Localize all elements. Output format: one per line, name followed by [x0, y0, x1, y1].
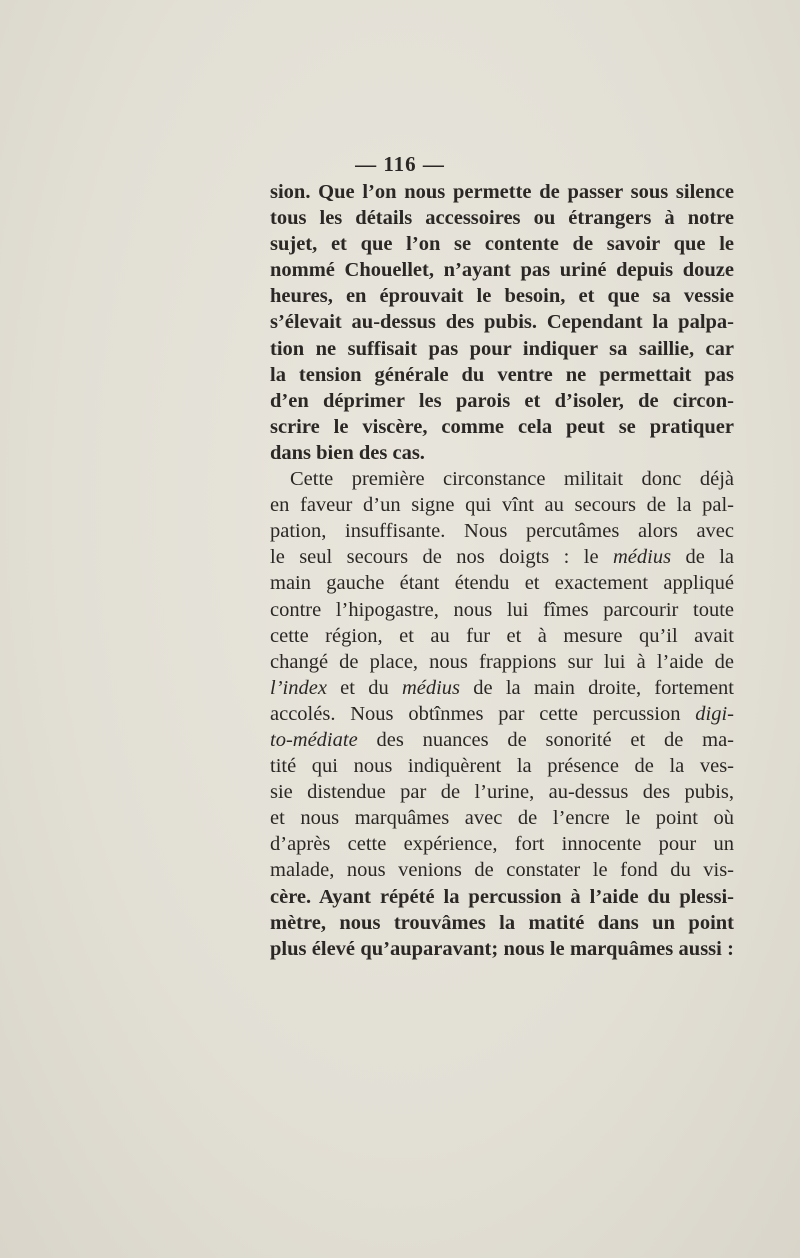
italic-term: to-médiate	[270, 728, 358, 751]
text-line: tous les détails accessoires ou étrangers à notre	[270, 207, 734, 230]
text-line: Cette première circonstance militait donc déjà	[290, 468, 734, 491]
text-line: cette région, et au fur et à mesure qu’il avait	[270, 624, 734, 647]
text-line: contre l’hipogastre, nous lui fîmes parcourir toute	[270, 598, 734, 621]
text-line	[270, 544, 734, 570]
text-line: heures, en éprouvait le besoin, et que sa vessie	[270, 285, 734, 308]
text-line: dans bien des cas.	[270, 441, 425, 464]
text-segment: accolés. Nous obtînmes par cette percussion	[270, 702, 696, 725]
text-segment: le seul secours de nos doigts : le	[270, 546, 613, 569]
text-line: et nous marquâmes avec de l’encre le point où	[270, 807, 734, 830]
text-line	[270, 675, 734, 701]
italic-term: l’index	[270, 676, 327, 699]
text-line: sion. Que l’on nous permette de passer sous silence	[270, 181, 734, 203]
text-line: d’après cette expérience, fort innocente pour un	[270, 833, 734, 856]
text-line: d’en déprimer les parois et d’isoler, de circon-	[270, 389, 734, 412]
text-line: malade, nous venions de constater le fond du vis-	[270, 859, 734, 882]
page-number: — 116 —	[355, 152, 445, 176]
text-line: scrire le viscère, comme cela peut se pratiquer	[270, 415, 734, 438]
text-line: tité qui nous indiquèrent la présence de la ves-	[270, 755, 734, 778]
text-line	[270, 727, 734, 753]
text-line: nommé Chouellet, n’ayant pas uriné depuis douze	[270, 259, 734, 282]
text-line: main gauche étant étendu et exactement appliqué	[270, 572, 734, 595]
text-segment: de la	[671, 546, 734, 569]
text-line: mètre, nous trouvâmes la matité dans un point	[270, 911, 734, 934]
italic-term: médius	[401, 676, 461, 699]
text-segment: de la main droite, fortement	[460, 676, 735, 699]
text-line: en faveur d’un signe qui vînt au secours de la pal-	[270, 494, 734, 517]
text-line: plus élevé qu’auparavant; nous le marquâmes aussi :	[270, 937, 734, 960]
text-line	[270, 701, 734, 727]
text-segment: des nuances de sonorité et de ma-	[357, 728, 734, 751]
italic-term: digi-	[695, 702, 734, 725]
body-text	[270, 179, 734, 962]
text-line: la tension générale du ventre ne permettait pas	[270, 363, 734, 386]
text-line: sie distendue par de l’urine, au-dessus des pubis,	[270, 781, 734, 804]
text-segment: et du	[326, 676, 402, 699]
text-line: sujet, et que l’on se contente de savoir que le	[270, 233, 734, 256]
text-line: pation, insuffisante. Nous percutâmes alors avec	[270, 520, 734, 543]
text-line: cère. Ayant répété la percussion à l’aide du plessi-	[270, 885, 734, 908]
text-line: s’élevait au-dessus des pubis. Cependant la palpa-	[270, 311, 734, 334]
italic-term: médius	[612, 546, 672, 569]
text-line: changé de place, nous frappions sur lui à l’aide de	[270, 650, 734, 673]
text-line: tion ne suffisait pas pour indiquer sa saillie, car	[270, 337, 734, 360]
